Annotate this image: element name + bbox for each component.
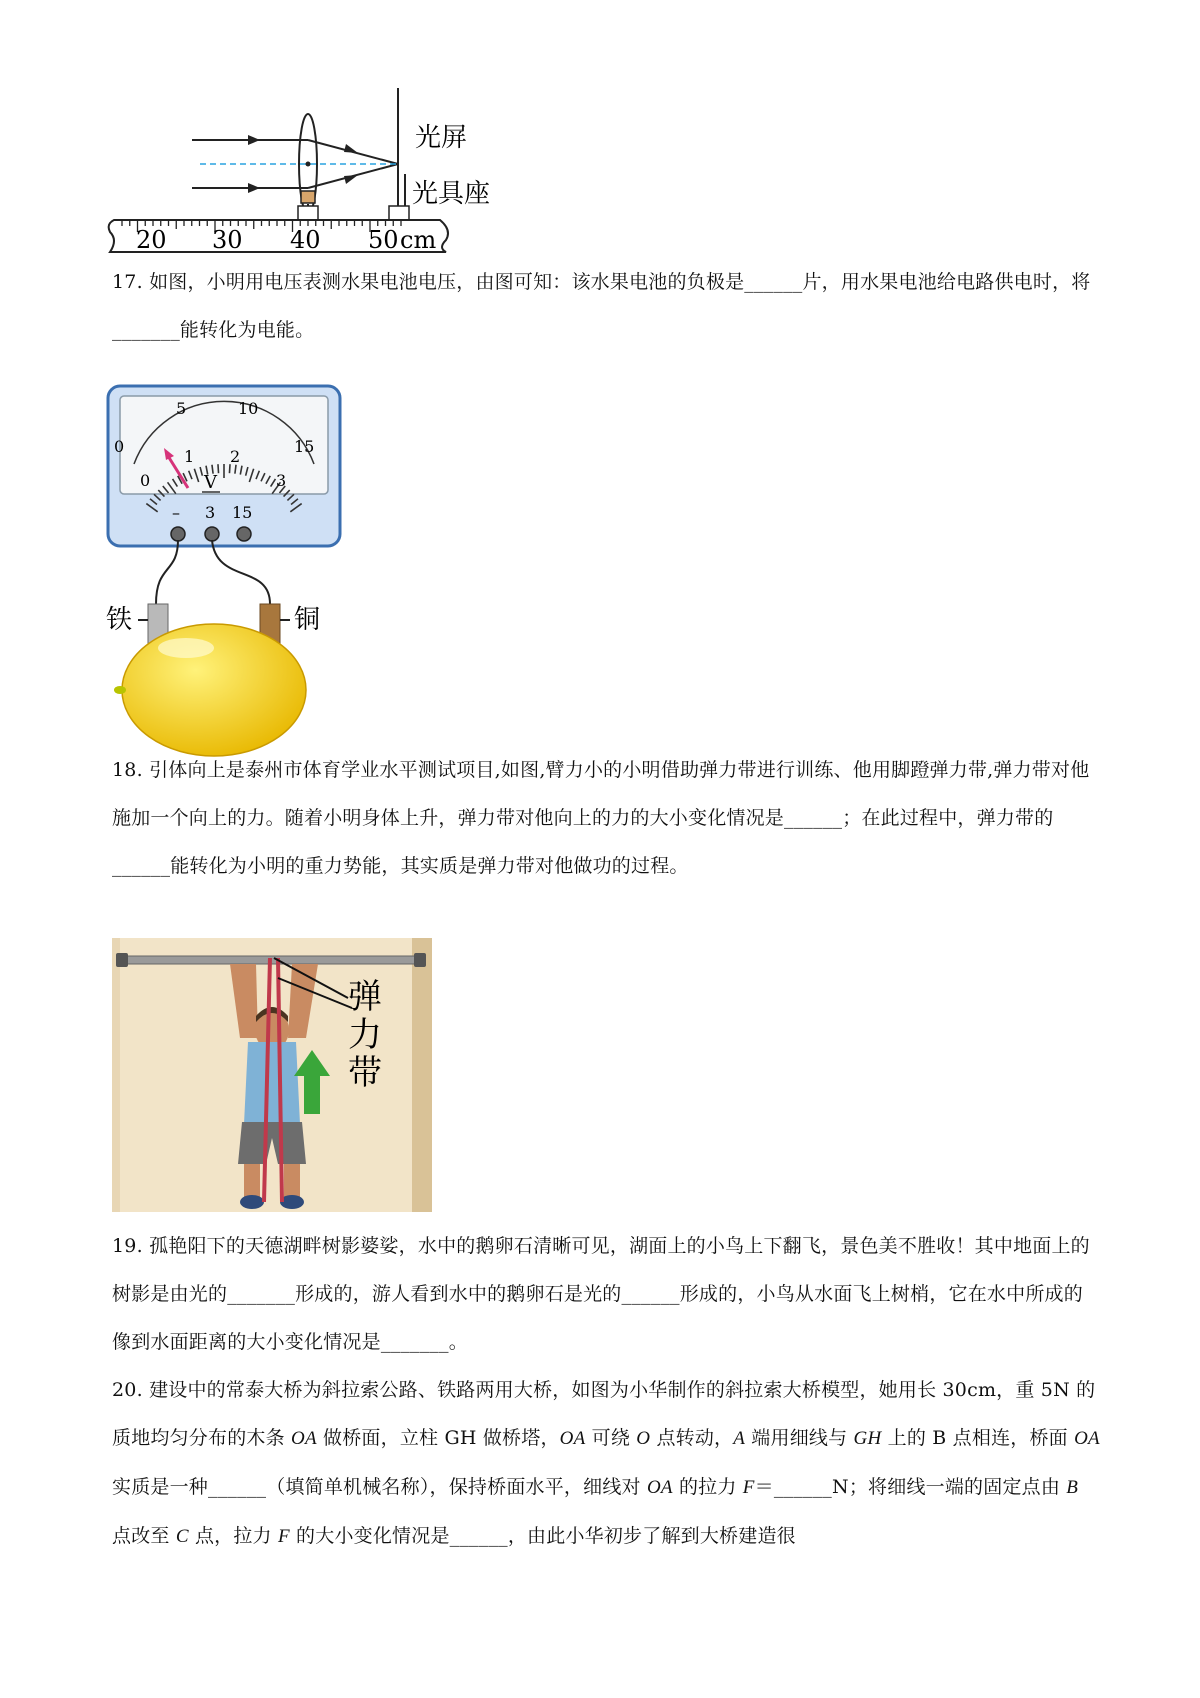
label-iron: 铁	[106, 605, 133, 635]
answer-blank[interactable]: ______	[208, 1476, 267, 1498]
question-text: ，由此小华初步了解到大桥建造很	[507, 1525, 796, 1547]
scale-bottom-3: 3	[276, 471, 287, 490]
band-label-char-3: 带	[348, 1053, 382, 1093]
question-text: 端用细线与	[745, 1427, 854, 1449]
variable-A: A	[733, 1428, 746, 1449]
question-text: 点改至	[112, 1476, 1085, 1547]
question-text: 如图，小明用电压表测水果电池电压，由图可知：该水果电池的负极是	[149, 271, 745, 293]
question-17	[112, 258, 1102, 354]
pullup-band-figure	[112, 938, 432, 1212]
terminal-label-3: 3	[205, 503, 216, 522]
variable-OA: OA	[291, 1428, 317, 1449]
answer-blank[interactable]: ______	[621, 1283, 680, 1305]
question-20	[112, 1366, 1107, 1561]
question-text: 孤艳阳下的天德湖畔树影婆娑，水中的鹅卵石清晰可见，湖面上的小鸟上下翻飞，景色美不胜收！其中地面上的树影是由光的	[112, 1235, 1090, 1305]
band-label-char-2: 力	[348, 1015, 382, 1055]
question-text: ＝	[754, 1476, 774, 1498]
question-text: 能转化为小明的重力势能，其实质是弹力带对他做功的过程。	[170, 855, 689, 877]
ruler-tick-40: 40	[290, 226, 321, 254]
answer-blank[interactable]: _______	[380, 1331, 449, 1353]
question-19	[112, 1222, 1102, 1366]
terminal-label-negative: –	[172, 503, 180, 522]
ruler-tick-30: 30	[212, 226, 243, 254]
question-number: 18.	[112, 759, 143, 781]
variable-F: F	[278, 1526, 290, 1547]
band-label-char-1: 弹	[348, 977, 382, 1017]
scale-bottom-0: 0	[140, 471, 151, 490]
scale-top-10: 10	[238, 399, 259, 418]
answer-blank[interactable]: ______	[449, 1525, 508, 1547]
question-text: 能转化为电能。	[179, 319, 315, 341]
scale-bottom-1: 1	[184, 447, 195, 466]
answer-blank[interactable]: ______	[773, 1476, 833, 1498]
label-copper: 铜	[294, 605, 321, 635]
question-text: N；将细线一端的固定点由	[832, 1476, 1067, 1498]
answer-blank[interactable]: ______	[112, 855, 171, 877]
question-text: 引体向上是泰州市体育学业水平测试项目,如图,臂力小的小明借助弹力带进行训练、他用脚蹬弹力带,弹力带对他施加一个向上的力。随着小明身体上升，弹力带对他向上的力的大小变化情况是	[112, 759, 1090, 829]
answer-blank[interactable]: _______	[227, 1283, 296, 1305]
question-18	[112, 746, 1102, 890]
question-text: 片，用水果电池给电路供电时，将	[802, 271, 1091, 293]
variable-OA: OA	[1074, 1428, 1100, 1449]
question-text: 形成的，游人看到水中的鹅卵石是光的	[295, 1283, 622, 1305]
question-text: 做桥面，立柱 GH 做桥塔，	[316, 1427, 560, 1449]
answer-blank[interactable]: ______	[744, 271, 803, 293]
label-light-screen: 光屏	[415, 123, 468, 153]
meter-tick-mark	[218, 464, 219, 473]
question-text: 。	[448, 1331, 468, 1353]
question-number: 20.	[112, 1379, 143, 1401]
variable-C: C	[175, 1526, 189, 1547]
ruler-tick-20: 20	[136, 226, 167, 254]
unit-label: V	[204, 472, 217, 493]
question-text: ；在此过程中，弹力带的	[842, 807, 1054, 829]
scale-bottom-2: 2	[230, 447, 241, 466]
question-text: （填简单机械名称），保持桥面水平，细线对	[266, 1476, 647, 1498]
variable-OA: OA	[646, 1477, 673, 1498]
ruler-unit: cm	[400, 226, 437, 254]
question-number: 17.	[112, 271, 143, 293]
question-text: 实质是一种	[112, 1427, 1107, 1498]
scale-top-5: 5	[176, 399, 187, 418]
voltmeter-lemon-figure	[106, 384, 366, 784]
scale-top-15: 15	[294, 437, 315, 456]
question-text: 点，拉力	[188, 1525, 278, 1547]
variable-F: F	[742, 1477, 755, 1498]
answer-blank[interactable]: ______	[784, 807, 843, 829]
question-text: 的拉力	[672, 1476, 743, 1498]
question-number: 19.	[112, 1235, 143, 1257]
label-optical-bench: 光具座	[412, 179, 491, 209]
variable-OA: OA	[559, 1428, 586, 1449]
question-text: 形成的，小鸟从水面飞上树梢，它在水中所成的像到水面距离的大小变化情况是	[112, 1283, 1083, 1353]
question-text: 可绕	[585, 1427, 637, 1449]
variable-B: B	[1066, 1477, 1079, 1498]
question-text: 点转动，	[650, 1427, 734, 1449]
question-text: 上的 B 点相连，桥面	[881, 1427, 1075, 1449]
terminal-label-15: 15	[232, 503, 253, 522]
variable-GH: GH	[853, 1428, 882, 1449]
answer-blank[interactable]: _______	[112, 319, 180, 341]
scale-top-0: 0	[114, 437, 125, 456]
question-text: 建设中的常泰大桥为斜拉索公路、铁路两用大桥，如图为小华制作的斜拉索大桥模型，她用长 30cm，重 5N 的质地均匀分布的木条	[112, 1379, 1096, 1449]
question-text: 的大小变化情况是	[289, 1525, 450, 1547]
meter-tick-mark	[235, 465, 236, 474]
ruler-tick-50: 50	[368, 226, 399, 254]
variable-O: O	[636, 1428, 651, 1449]
